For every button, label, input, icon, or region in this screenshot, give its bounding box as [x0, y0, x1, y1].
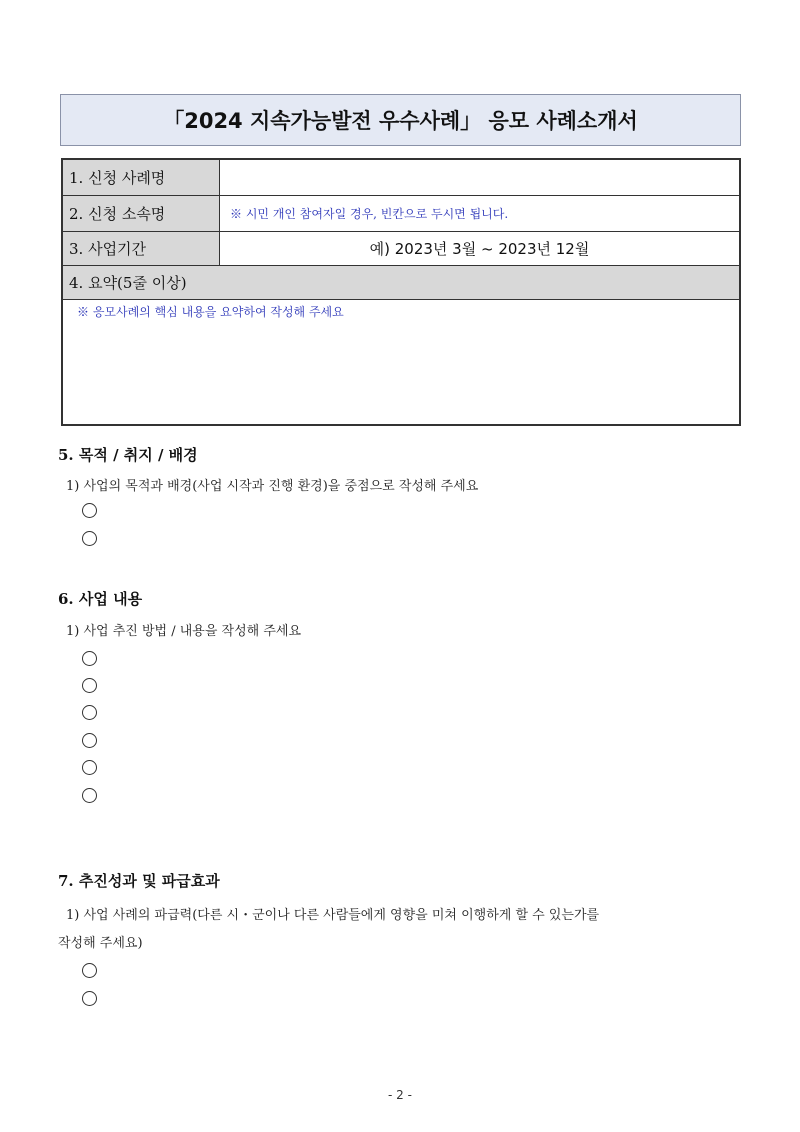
case-name-label: 1. 신청 사례명 [63, 160, 220, 195]
circle-bullet-icon [82, 733, 97, 748]
summary-note: ※ 응모사례의 핵심 내용을 요약하여 작성해 주세요 [77, 305, 344, 319]
circle-bullet-icon [82, 531, 97, 546]
circle-bullet-icon [82, 651, 97, 666]
summary-label: 4. 요약(5줄 이상) [69, 274, 187, 292]
table-row-summary-header [63, 266, 739, 300]
circle-bullet-icon [82, 705, 97, 720]
period-label: 3. 사업기간 [63, 232, 220, 265]
circle-bullet-icon [82, 991, 97, 1006]
application-form-table [61, 158, 741, 426]
table-row-case-name [63, 160, 739, 196]
section-7-title: 7. 추진성과 및 파급효과 [58, 872, 220, 890]
circle-bullet-icon [82, 503, 97, 518]
section-5-item: 1) 사업의 목적과 배경(사업 시작과 진행 환경)을 중점으로 작성해 주세요 [66, 479, 479, 494]
case-name-field[interactable] [220, 160, 739, 195]
section-6-title: 6. 사업 내용 [58, 590, 143, 608]
table-row-affiliation [63, 196, 739, 232]
document-title: 「2024 지속가능발전 우수사례」 응모 사례소개서 [60, 94, 741, 146]
page-number: - 2 - [388, 1088, 412, 1102]
circle-bullet-icon [82, 678, 97, 693]
affiliation-label: 2. 신청 소속명 [63, 196, 220, 231]
affiliation-note: ※ 시민 개인 참여자일 경우, 빈칸으로 두시면 됩니다. [230, 207, 509, 221]
circle-bullet-icon [82, 788, 97, 803]
table-row-period [63, 232, 739, 266]
section-7-item-line2: 작성해 주세요) [58, 936, 143, 951]
affiliation-field[interactable] [220, 196, 739, 231]
summary-field[interactable] [63, 300, 739, 424]
section-5-title: 5. 목적 / 취지 / 배경 [58, 446, 198, 464]
circle-bullet-icon [82, 760, 97, 775]
section-7-item-line1: 1) 사업 사례의 파급력(다른 시・군이나 다른 사람들에게 영향을 미쳐 이행하게 할 수 있는가를 [66, 908, 600, 923]
period-field[interactable]: 예) 2023년 3월 ~ 2023년 12월 [369, 240, 590, 258]
section-6-item: 1) 사업 추진 방법 / 내용을 작성해 주세요 [66, 624, 302, 639]
circle-bullet-icon [82, 963, 97, 978]
